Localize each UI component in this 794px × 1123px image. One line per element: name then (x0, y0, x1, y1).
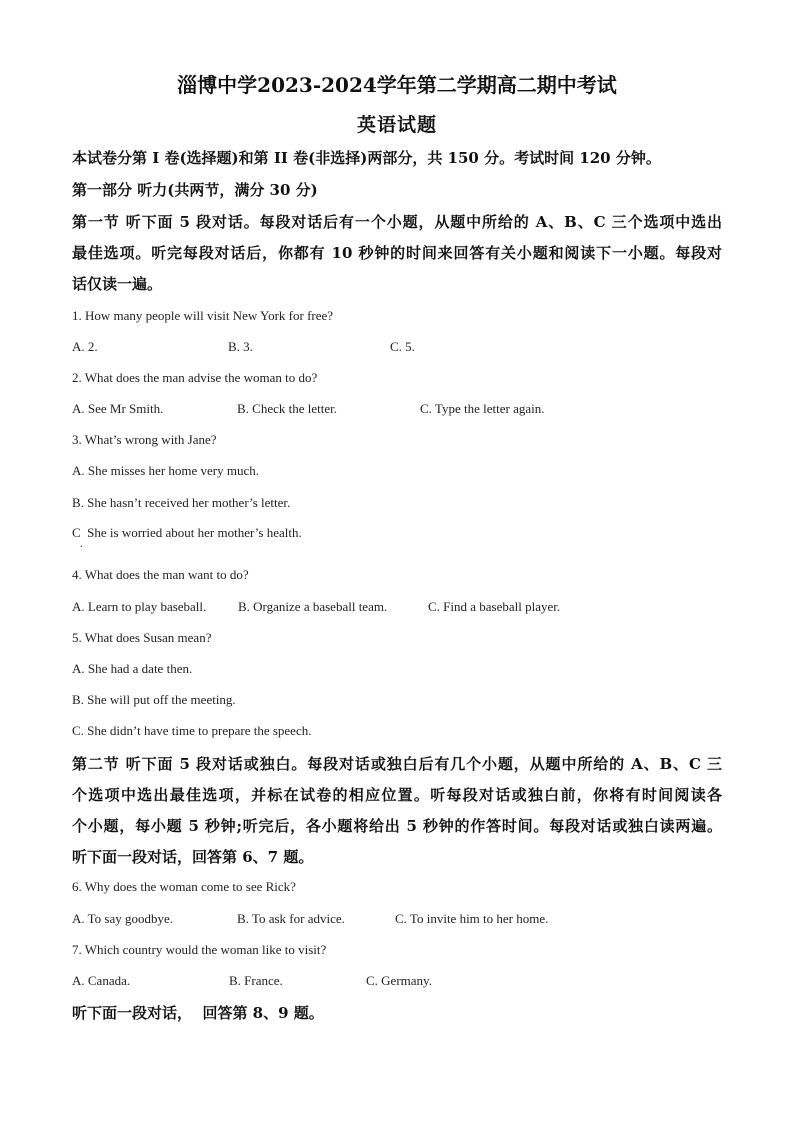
exam-title: 淄博中学2023-2024学年第二学期高二期中考试 (177, 73, 617, 97)
answer-option: B. She will put off the meeting. (72, 692, 236, 707)
section-instruction-line: 话仅读一遍。 (72, 275, 163, 293)
question-stem: 6. Why does the woman come to see Rick? (72, 879, 296, 894)
question-stem: 5. What does Susan mean? (72, 630, 212, 645)
answer-option: B. France. (229, 973, 283, 988)
listening-prompt: 听下面一段对话， 回答第 8、9 题。 (72, 1004, 324, 1022)
answer-option: A. To say goodbye. (72, 911, 174, 926)
question-stem: 2. What does the man advise the woman to do? (72, 370, 318, 385)
answer-option: A. Canada. (72, 973, 131, 988)
listening-prompt: 听下面一段对话，回答第 6、7 题。 (72, 848, 314, 866)
section-instruction-line: 个小题，每小题 5 秒钟;听完后，各小题将给出 5 秒钟的作答时间。每段对话或独白读两遍。 (72, 817, 722, 835)
stray-punctuation-mark: . (80, 539, 83, 550)
exam-subtitle: 英语试题 (356, 114, 437, 136)
answer-option: B. To ask for advice. (237, 911, 345, 926)
answer-option: C. Find a baseball player. (428, 599, 561, 614)
answer-option: C. 5. (390, 339, 415, 354)
answer-option: B. 3. (228, 339, 253, 354)
answer-option: A. 2. (72, 339, 98, 354)
answer-option: C. Germany. (366, 973, 432, 988)
question-stem: 7. Which country would the woman like to visit? (72, 942, 327, 957)
question-stem: 4. What does the man want to do? (72, 567, 249, 582)
answer-option: C. To invite him to her home. (395, 911, 549, 926)
answer-option: C. She didn’t have time to prepare the speech. (72, 723, 312, 738)
part-heading: 第一部分 听力(共两节，满分 30 分) (72, 181, 318, 199)
section-instruction-line: 最佳选项。听完每段对话后，你都有 10 秒钟的时间来回答有关小题和阅读下一小题。每段对 (72, 244, 722, 262)
section-instruction-line: 个选项中选出最佳选项，并标在试卷的相应位置。听每段对话或独白前，你将有时间阅读各 (72, 786, 722, 804)
exam-instructions: 本试卷分第 I 卷(选择题)和第 II 卷(非选择)两部分，共 150 分。考试时间 120 分钟。 (72, 149, 661, 167)
answer-option: A. Learn to play baseball. (72, 599, 207, 614)
section-instruction-line: 第一节 听下面 5 段对话。每段对话后有一个小题，从题中所给的 A、B、C 三个选项中选出 (72, 213, 722, 231)
answer-option: A. She misses her home very much. (72, 463, 260, 478)
answer-option: A. She had a date then. (72, 661, 193, 676)
answer-option: B. She hasn’t received her mother’s letter. (72, 495, 291, 510)
answer-option: C She is worried about her mother’s health. (72, 525, 302, 540)
answer-option: B. Check the letter. (237, 401, 338, 416)
answer-option: B. Organize a baseball team. (238, 599, 388, 614)
answer-option: A. See Mr Smith. (72, 401, 164, 416)
question-stem: 3. What’s wrong with Jane? (72, 432, 217, 447)
section-instruction-line: 第二节 听下面 5 段对话或独白。每段对话或独白后有几个小题，从题中所给的 A、B、C 三 (72, 755, 722, 773)
question-stem: 1. How many people will visit New York for free? (72, 308, 334, 323)
answer-option: C. Type the letter again. (420, 401, 545, 416)
